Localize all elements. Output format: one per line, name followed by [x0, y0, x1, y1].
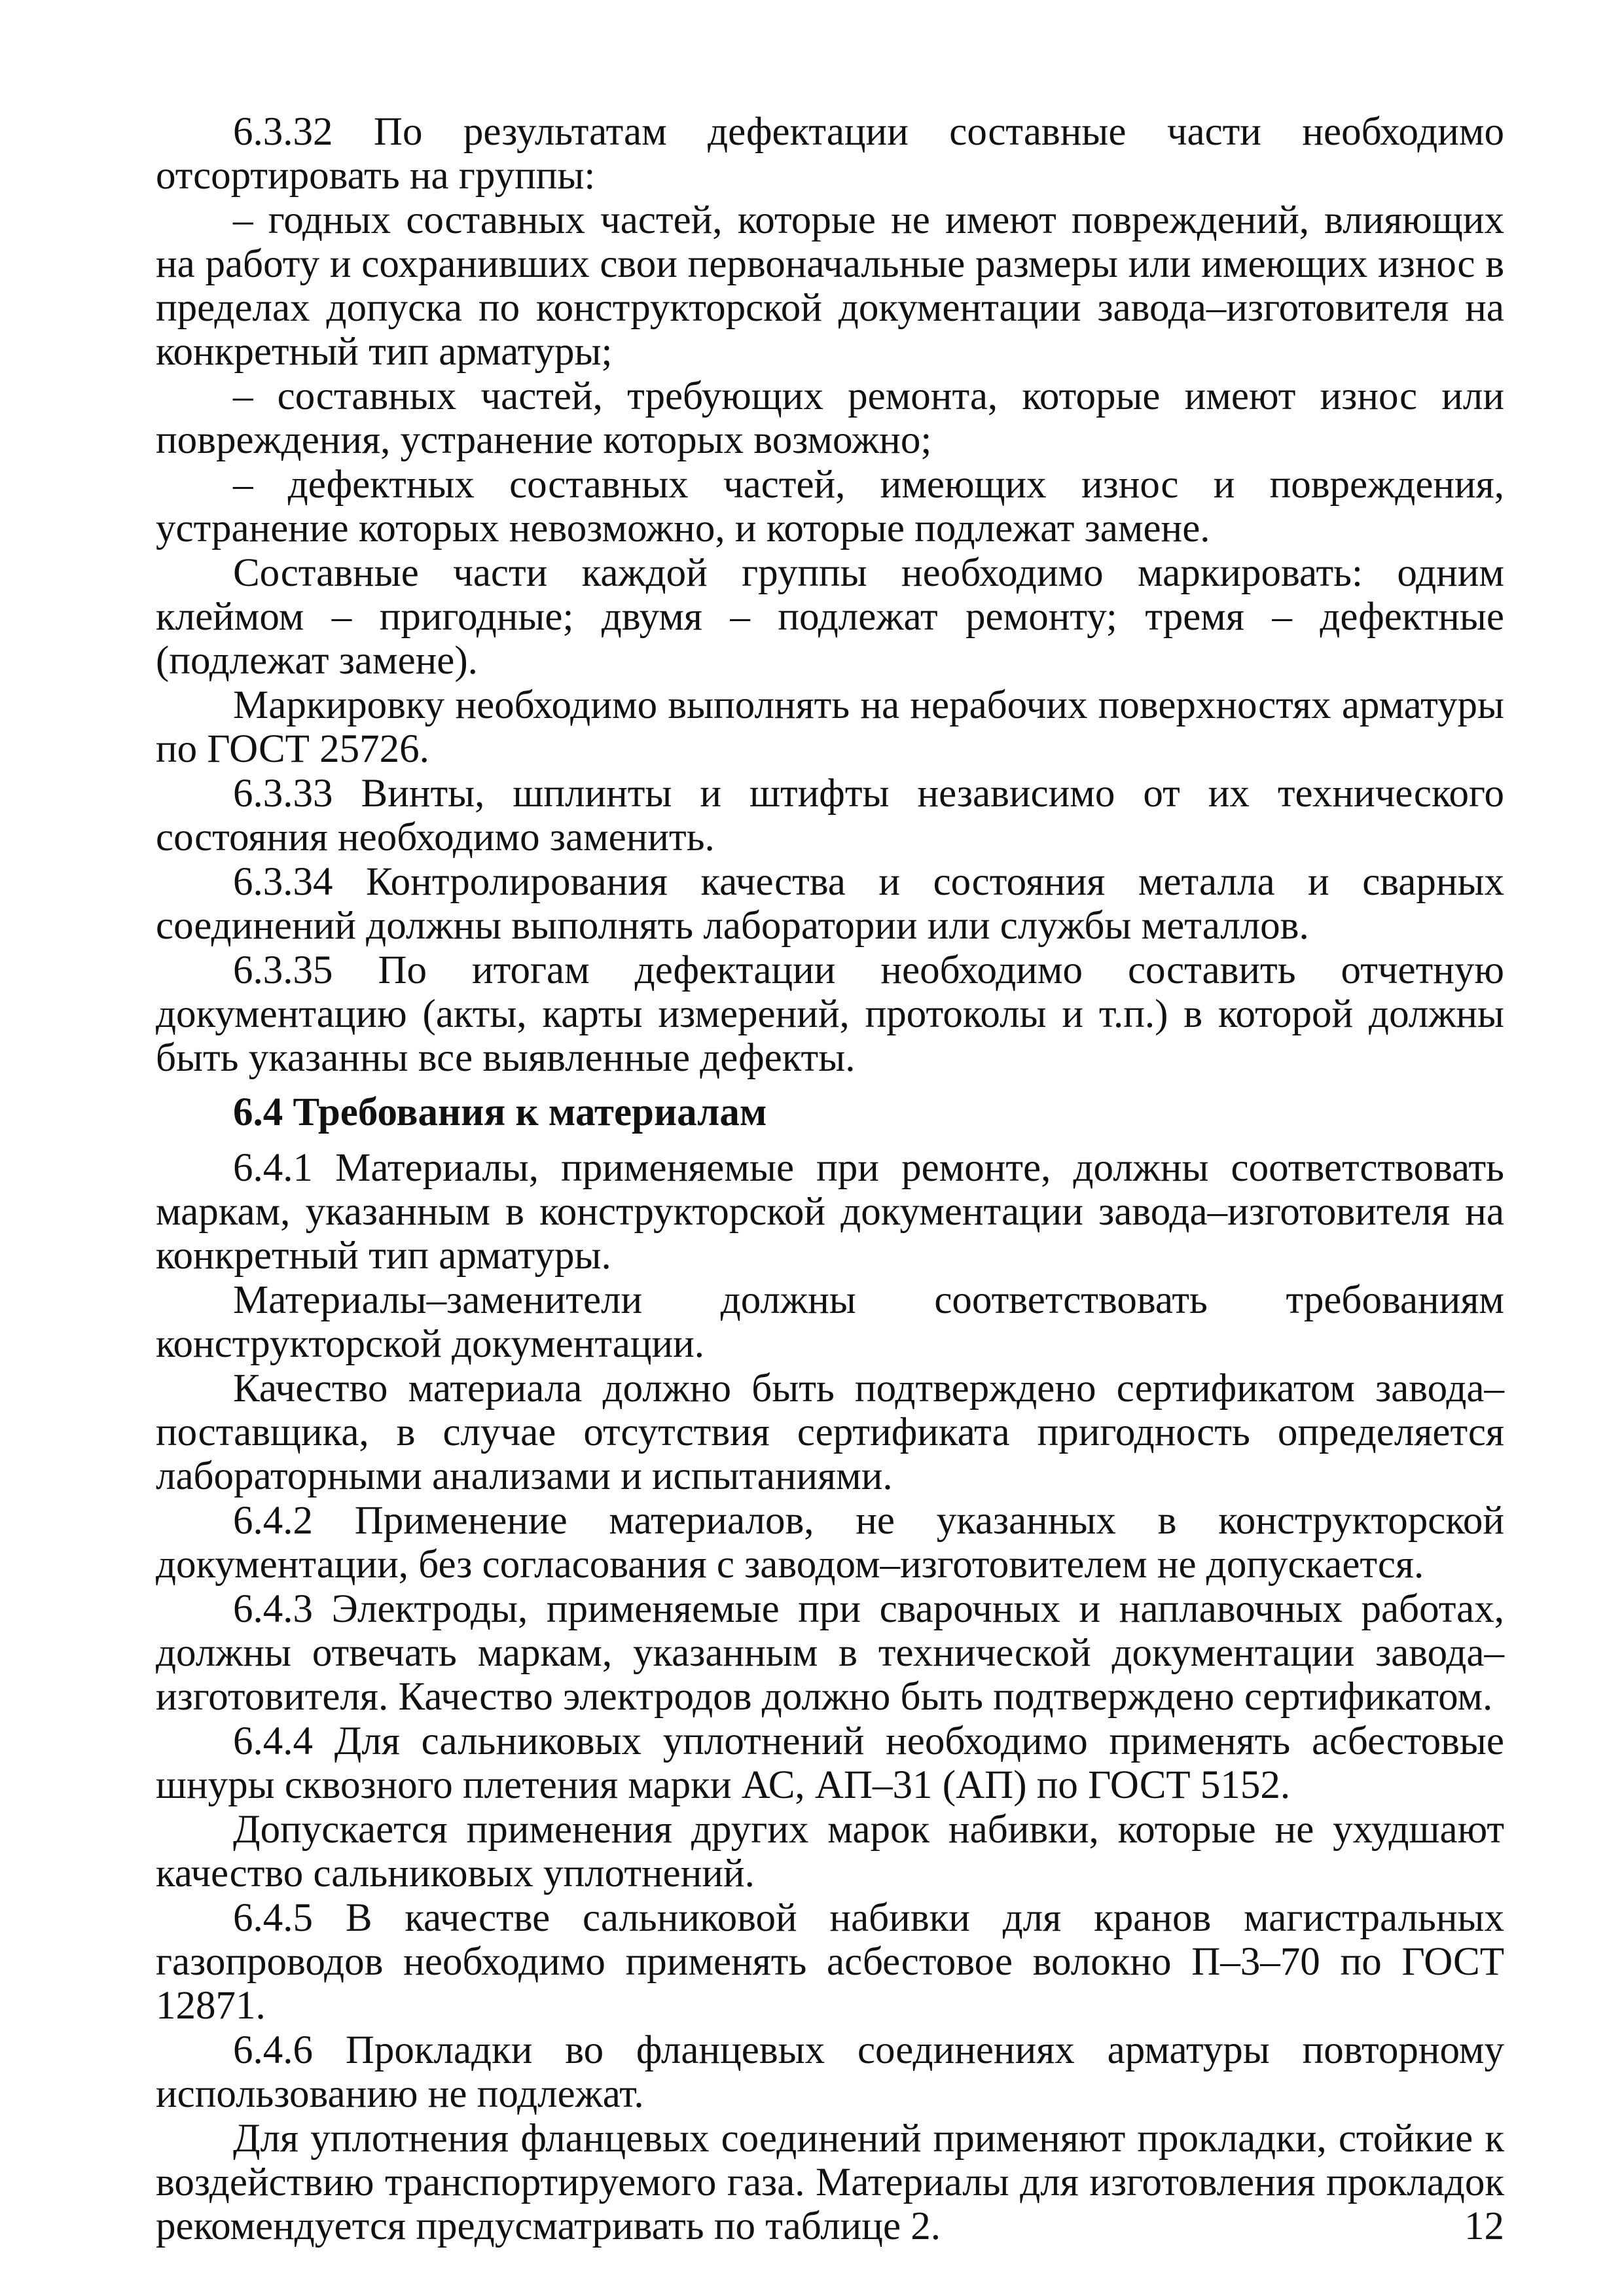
para-6-4-1: 6.4.1 Материалы, применяемые при ремонте, должны соответствовать маркам, указанным в конструкторской документации завода–изготовителя на конкретный тип арматуры.: [156, 1146, 1504, 1278]
para-6-4-5: 6.4.5 В качестве сальниковой набивки для кранов магистральных газопроводов необходимо применять асбестовое волокно П–3–70 по ГОСТ 12871.: [156, 1896, 1504, 2028]
para-marking-gost: Маркировку необходимо выполнять на нерабочих поверхностях арматуры по ГОСТ 25726.: [156, 683, 1504, 771]
para-substitute-materials: Материалы–заменители должны соответствовать требованиям конструкторской документации.: [156, 1278, 1504, 1366]
para-6-4-2: 6.4.2 Применение материалов, не указанных в конструкторской документации, без согласования с заводом–изготовителем не допускается.: [156, 1499, 1504, 1587]
para-material-quality: Качество материала должно быть подтверждено сертификатом завода–поставщика, в случае отсутствия сертификата пригодность определяется лабораторными анализами и испытаниями.: [156, 1367, 1504, 1498]
para-marking-groups: Составные части каждой группы необходимо маркировать: одним клеймом – пригодные; двумя – подлежат ремонту; тремя – дефектные (подлежат замене).: [156, 551, 1504, 683]
page-number: 12: [1464, 2204, 1504, 2248]
para-group-repair: – составных частей, требующих ремонта, которые имеют износ или повреждения, устранение которых возможно;: [156, 374, 1504, 462]
para-6-4-3: 6.4.3 Электроды, применяемые при сварочных и наплавочных работах, должны отвечать маркам, указанным в технической документации завода–изготовителя. Качество электродов должно быть подтверждено сертификатом.: [156, 1587, 1504, 1719]
para-6-4-4: 6.4.4 Для сальниковых уплотнений необходимо применять асбестовые шнуры сквозного плетения марки АС, АП–31 (АП) по ГОСТ 5152.: [156, 1719, 1504, 1807]
para-6-3-32: 6.3.32 По результатам дефектации составные части необходимо отсортировать на группы:: [156, 110, 1504, 198]
para-other-packing: Допускается применения других марок набивки, которые не ухудшают качество сальниковых уплотнений.: [156, 1808, 1504, 1895]
para-6-3-33: 6.3.33 Винты, шплинты и штифты независимо от их технического состояния необходимо заменить.: [156, 772, 1504, 859]
para-group-suitable: – годных составных частей, которые не имеют повреждений, влияющих на работу и сохранивших свои первоначальные размеры или имеющих износ в пределах допуска по конструкторской документации завода–изготовителя на конкретный тип арматуры;: [156, 198, 1504, 374]
section-heading: 6.4 Требования к материалам: [233, 1090, 767, 1134]
para-6-4-6: 6.4.6 Прокладки во фланцевых соединениях арматуры повторному использованию не подлежат.: [156, 2028, 1504, 2116]
para-6-3-35: 6.3.35 По итогам дефектации необходимо составить отчетную документацию (акты, карты измерений, протоколы и т.п.) в которой должны быть указанны все выявленные дефекты.: [156, 948, 1504, 1080]
document-page: [156, 110, 1504, 2249]
para-6-3-34: 6.3.34 Контролирования качества и состояния металла и сварных соединений должны выполнять лаборатории или службы металлов.: [156, 860, 1504, 948]
para-group-defective: – дефектных составных частей, имеющих износ и повреждения, устранение которых невозможно, и которые подлежат замене.: [156, 463, 1504, 550]
para-flange-gaskets: Для уплотнения фланцевых соединений применяют прокладки, стойкие к воздействию транспортируемого газа. Материалы для изготовления прокладок рекомендуется предусматривать по таблице 2.: [156, 2117, 1504, 2248]
